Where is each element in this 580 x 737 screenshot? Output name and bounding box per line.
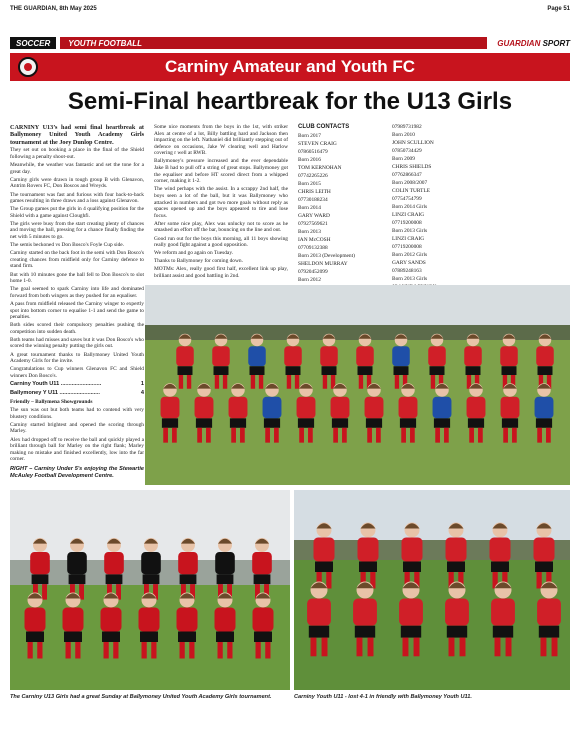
contact-line: 07719200008 bbox=[392, 243, 422, 250]
caption-u13-girls: The Carniny U13 Girls had a great Sunday at Ballymoney United Youth Academy Girls tournament. bbox=[10, 694, 272, 700]
article-paragraph: We reform and go again on Tuesday. bbox=[154, 250, 234, 257]
contact-line: TOM KERNOHAN bbox=[298, 164, 342, 171]
article-paragraph: Congratulations to Cup winners Glenavon FC and Shield winners Don Bosco's. bbox=[10, 366, 144, 379]
club-banner bbox=[10, 53, 570, 81]
article-paragraph: Both sides scored their compulsory penalties pushing the competition into sudden death. bbox=[10, 322, 144, 335]
article-column-1 bbox=[10, 124, 144, 481]
contact-line: 07730188234 bbox=[298, 196, 328, 203]
club-contacts-heading: CLUB CONTACTS bbox=[298, 124, 350, 130]
subheading-friendly: Friendly – Ballymena Showgrounds bbox=[10, 399, 93, 406]
article-paragraph: Ballymoney's pressure increased and the ever dependable Jake B had to pull off a string of great stops. Ballymoney got the equaliser and before HT scored direct from a whipped corner, making it 1-2. bbox=[154, 158, 288, 185]
article-paragraph: A pass from midfield released the Carniny winger to expertly spot into bottom corner to equalise 1-1 and send the game to penalties. bbox=[10, 300, 144, 321]
result-row bbox=[10, 390, 144, 397]
contact-line: Born 2013 Girls bbox=[392, 275, 428, 282]
contact-line: 07989731982 bbox=[392, 124, 422, 130]
column-2-paragraphs bbox=[154, 124, 288, 280]
contact-line: 07754754799 bbox=[392, 195, 422, 202]
article-paragraph: The wind perhaps with the assist. In a scrappy 2nd half, the boys seen a lot of the ball, but it was Ballymoney who attacked in numbers and got two more goals without reply as spaces opened up and the boys appeared to tire and lose focus. bbox=[154, 186, 288, 219]
result-score: 1 bbox=[140, 381, 144, 388]
photo-under-5s bbox=[145, 285, 570, 485]
contact-line: Born 2016 bbox=[298, 156, 321, 163]
contact-line: Born 2013 bbox=[298, 228, 321, 235]
guardian-sport-logo bbox=[491, 39, 570, 48]
article-paragraph: Some nice moments from the boys in the 1st, with striker Alex at centre of a lot, Billy battling hard and Jackson then impacting on the left. Nathaniel did brilliantly stepping out of defence on occasions, Jake W clearing well and Harlow covering r well at RWB. bbox=[154, 124, 288, 157]
contact-line: GARY SANDS bbox=[392, 259, 426, 266]
column-1-paragraphs bbox=[10, 147, 144, 379]
contact-line: IAN McCOSH bbox=[298, 236, 331, 243]
article-paragraph: The tournament was fast and furious with four back-to-back games resulting in three draws and a loss against Glenavon. bbox=[10, 191, 144, 205]
contact-line: 07719200008 bbox=[392, 219, 422, 226]
contact-line: JOHN SCULLION bbox=[392, 139, 434, 146]
article-paragraph: After some nice play, Alex was unlucky not to score as he smashed an effort off the bar, bouncing on the line and out. bbox=[154, 220, 288, 234]
contact-line: Born 2014 Girls bbox=[392, 203, 428, 210]
under-5s-illustration bbox=[145, 285, 570, 485]
article-paragraph: They set out on booking a place in the final of the Shield following a penalty shoot-out. bbox=[10, 147, 144, 161]
issue-date: THE GUARDIAN, 8th May 2025 bbox=[10, 6, 97, 12]
section-bar bbox=[10, 37, 570, 49]
contact-line: SHELDON MURRAY bbox=[298, 260, 348, 267]
headline: Semi-Final heartbreak for the U13 Girls bbox=[67, 88, 513, 115]
contact-line: 07927569621 bbox=[298, 220, 328, 227]
contact-line: 07850734429 bbox=[392, 147, 422, 154]
contact-line: Born 2014 bbox=[298, 204, 321, 211]
masthead bbox=[10, 3, 570, 15]
club-name: Carniny Amateur and Youth FC bbox=[165, 57, 415, 76]
result-row bbox=[10, 381, 144, 388]
results-box bbox=[10, 381, 144, 397]
result-score: 4 bbox=[140, 390, 144, 397]
contact-line: Born 2015 bbox=[298, 180, 321, 187]
article-paragraph: Both teams had misses and saves but it was Don Bosco's who scored the winning penalty putting the girls out. bbox=[10, 336, 144, 350]
article-paragraph: The goal seemed to spark Carniny into life and dominated forward from both wingers as they pushed for an equaliser. bbox=[10, 286, 144, 299]
article-paragraph: The Group games put the girls in 4 qualifying position for the Shield with a game against Cloughfi. bbox=[10, 206, 144, 219]
contact-line: COLIN TURTLE bbox=[392, 187, 431, 194]
contact-line: 07889248163 bbox=[392, 267, 422, 274]
contact-line: Born 2009 bbox=[392, 155, 415, 162]
result-team: Carniny Youth U11 .......................... bbox=[10, 381, 102, 388]
contact-line: 07742265226 bbox=[298, 172, 328, 179]
caption-u11-boys: Carniny Youth U11 - lost 4-1 in friendly with Ballymoney Youth U11. bbox=[294, 694, 472, 700]
section-tag-soccer: SOCCER bbox=[10, 37, 56, 49]
friendly-report-paragraphs bbox=[10, 407, 144, 463]
article-lead: CARNINY U13’s had semi final heartbreak at Ballymoney United Youth Academy Girls tournament at the Joey Dunlop Centre. bbox=[10, 124, 144, 146]
club-crest-icon bbox=[18, 57, 38, 77]
brand-part-guardian: GUARDIAN bbox=[497, 38, 541, 48]
contact-line: Born 2017 bbox=[298, 132, 321, 139]
caption-right-photo: RIGHT – Carniny Under 5's enjoying the Stewartie McAuley Football Development Centre. bbox=[10, 465, 144, 479]
article-paragraph: Thanks to Ballymoney for coming down. bbox=[154, 258, 243, 265]
article-paragraph: The girls were busy from the start creating plenty of chances and moving the ball, pressing for a chance finally finding the net with 5 minutes to go. bbox=[10, 220, 144, 241]
article-paragraph: Alex had dropped off to receive the ball and quickly played a brilliant through ball for Marley on the right flank; Marley making no mistake and finished excellently, low into the far corner. bbox=[10, 436, 144, 463]
photo-u13-girls bbox=[10, 490, 290, 690]
article-paragraph: The sun was out but both teams had to contend with very blustery conditions. bbox=[10, 407, 144, 420]
brand-part-sport: SPORT bbox=[542, 38, 570, 48]
contact-line: Born 2012 Girls bbox=[392, 251, 428, 258]
contact-line: Born 2012 bbox=[298, 276, 321, 283]
section-tag-youth-football: YOUTH FOOTBALL bbox=[60, 37, 487, 49]
photo-u11-boys bbox=[294, 490, 570, 690]
contact-line: 07762866347 bbox=[392, 171, 422, 178]
article-paragraph: The semis beckoned vs Don Bosco's Foyle Cup side. bbox=[10, 242, 125, 249]
contact-line: LINZI CRAIG bbox=[392, 235, 425, 242]
article-paragraph: A great tournament thanks to Ballymoney United Youth Academy Girls for the invite. bbox=[10, 351, 144, 365]
contact-line: Born 2013 Girls bbox=[392, 227, 428, 234]
article-paragraph: Meanwhile, the weather was fantastic and set the tone for a great day. bbox=[10, 162, 144, 175]
article-paragraph: But with 10 minutes gone the ball fell to Don Bosco's to slot home 1-0. bbox=[10, 271, 144, 285]
article-paragraph: Carniny girls were drawn in tough group B with Glenavon, Antrim Rovers FC, Don Boscos and Wreyds. bbox=[10, 176, 144, 190]
page-number: Page 51 bbox=[547, 6, 570, 12]
contact-line: CHRIS LEITH bbox=[298, 188, 331, 195]
result-team: Ballymoney Y U11 .......................... bbox=[10, 390, 100, 397]
article-paragraph: Carniny started brightest and opened the scoring through Marley. bbox=[10, 421, 144, 435]
article-paragraph: MOTMs: Alex, really good first half, excellent link up play, brilliant assist and good battling in 2nd. bbox=[154, 266, 288, 279]
contact-line: 07920452099 bbox=[298, 268, 328, 275]
contact-line: 07860516479 bbox=[298, 148, 328, 155]
u13-girls-illustration bbox=[10, 490, 290, 690]
contact-line: LINZI CRAIG bbox=[392, 211, 425, 218]
contact-line: Born 2010 bbox=[392, 131, 415, 138]
contact-line: STEVEN CRAIG bbox=[298, 140, 337, 147]
contact-line: CHRIS SHIELDS bbox=[392, 163, 432, 170]
contact-line: Born 2008/2007 bbox=[392, 179, 428, 186]
contact-line: GARY WARD bbox=[298, 212, 330, 219]
contact-line: Born 2013 (Development) bbox=[298, 252, 355, 259]
contact-line: 07709132388 bbox=[298, 244, 328, 251]
u11-boys-illustration bbox=[294, 490, 570, 690]
article-paragraph: Carniny started on the back foot in the semi with Don Bosco's creating chances from midfield only for Carniny defence to stand firm. bbox=[10, 250, 144, 270]
article-paragraph: Good run out for the boys this morning, all 11 boys showing really good fight against a good opposition. bbox=[154, 235, 288, 249]
